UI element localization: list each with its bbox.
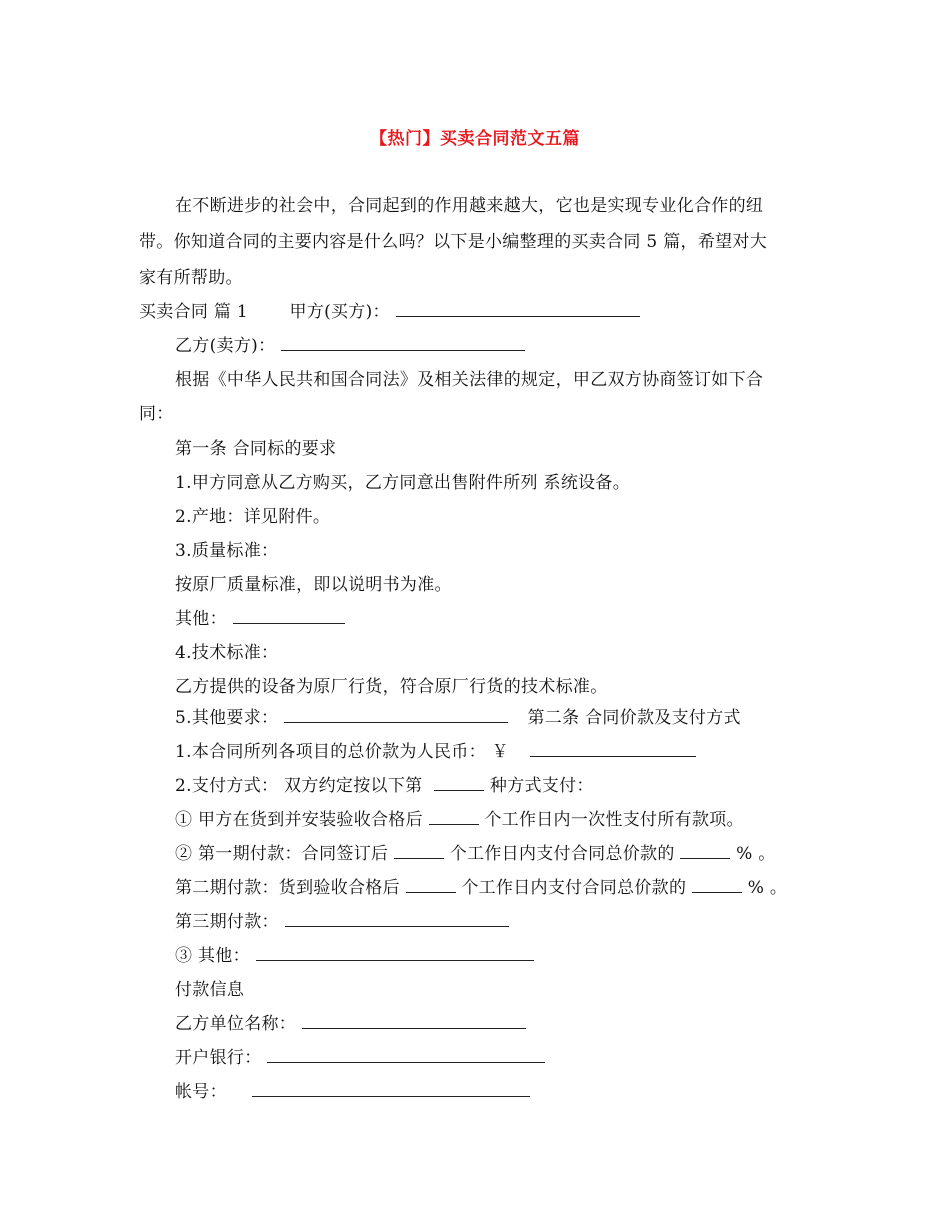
bank-blank[interactable]	[267, 1048, 545, 1063]
option-1-days-blank[interactable]	[429, 810, 479, 825]
option-2-text-a: ② 第一期付款：合同签订后	[175, 844, 389, 864]
option-2c-days-blank[interactable]	[406, 878, 456, 893]
account-line	[175, 1082, 530, 1102]
total-price-blank[interactable]	[530, 742, 696, 757]
payment-option-2-second	[175, 878, 787, 898]
payment-method-label: 2.支付方式： 双方约定按以下第	[175, 776, 423, 796]
option-2d-blank[interactable]	[285, 912, 509, 927]
option-1-text-b: 个工作日内一次性支付所有款项。	[484, 810, 744, 830]
quality-standard-detail: 按原厂质量标准，即以说明书为准。	[175, 575, 452, 595]
payment-info-heading: 付款信息	[175, 980, 245, 1000]
other-requirements-label: 5.其他要求：	[175, 708, 279, 728]
bank-line	[175, 1048, 545, 1068]
preamble-line-2: 同：	[139, 404, 174, 424]
option-1-text-a: ① 甲方在货到并安装验收合格后	[175, 810, 423, 830]
technical-standard-detail: 乙方提供的设备为原厂行货，符合原厂行货的技术标准。	[175, 677, 608, 697]
intro-line-1: 在不断进步的社会中，合同起到的作用越来越大，它也是实现专业化合作的纽	[175, 196, 764, 216]
option-2-percent-blank[interactable]	[680, 844, 730, 859]
contract-title: 买卖合同 篇 1	[139, 302, 249, 322]
payment-option-2-third	[175, 912, 509, 932]
payee-line	[175, 1014, 526, 1034]
document-title: 【热门】买卖合同范文五篇	[370, 129, 580, 149]
intro-line-3: 家有所帮助。	[139, 268, 243, 288]
party-b-line	[175, 336, 525, 356]
account-label: 帐号：	[175, 1082, 227, 1102]
option-2c-percent-blank[interactable]	[692, 878, 742, 893]
total-price-line	[175, 742, 696, 762]
payment-option-1	[175, 810, 744, 830]
payment-option-2-first	[175, 844, 776, 864]
option-3-blank[interactable]	[256, 946, 534, 961]
payment-method-suffix: 种方式支付：	[489, 776, 594, 796]
payment-option-blank[interactable]	[434, 776, 484, 791]
contract-heading	[139, 302, 640, 322]
article-1-item-2: 2.产地：详见附件。	[175, 507, 331, 527]
other-requirements-blank[interactable]	[284, 708, 508, 723]
payment-method-line	[175, 776, 594, 796]
payment-option-3	[175, 946, 534, 966]
quality-other-blank[interactable]	[233, 609, 345, 624]
account-blank[interactable]	[252, 1082, 530, 1097]
option-3-label: ③ 其他：	[175, 946, 250, 966]
article-1-item-4: 4.技术标准：	[175, 643, 279, 663]
party-a-blank[interactable]	[396, 302, 640, 317]
quality-other-label: 其他：	[175, 609, 227, 629]
option-2c-text-b: 个工作日内支付合同总价款的	[461, 878, 687, 898]
option-2-days-blank[interactable]	[394, 844, 444, 859]
bank-label: 开户银行：	[175, 1048, 262, 1068]
option-2-text-b: 个工作日内支付合同总价款的	[449, 844, 675, 864]
option-2d-label: 第三期付款：	[175, 912, 279, 932]
article-1-item-3: 3.质量标准：	[175, 541, 279, 561]
article-2-heading: 第二条 合同价款及支付方式	[527, 708, 741, 728]
party-b-blank[interactable]	[281, 336, 525, 351]
payee-label: 乙方单位名称：	[175, 1014, 297, 1034]
intro-line-2: 带。你知道合同的主要内容是什么吗？以下是小编整理的买卖合同 5 篇，希望对大	[139, 232, 768, 252]
preamble-line-1: 根据《中华人民共和国合同法》及相关法律的规定，甲乙双方协商签订如下合	[175, 370, 764, 390]
party-b-label: 乙方(卖方)：	[175, 336, 276, 356]
total-price-label: 1.本合同所列各项目的总价款为人民币： ￥	[175, 742, 509, 762]
party-a-label: 甲方(买方)：	[289, 302, 390, 322]
option-2c-text-a: 第二期付款：货到验收合格后	[175, 878, 400, 898]
quality-other-line	[175, 609, 345, 629]
other-requirements-line	[175, 708, 741, 728]
option-2c-percent-suffix: % 。	[747, 878, 788, 898]
payee-blank[interactable]	[302, 1014, 526, 1029]
article-1-heading: 第一条 合同标的要求	[175, 439, 337, 459]
article-1-item-1: 1.甲方同意从乙方购买，乙方同意出售附件所列 系统设备。	[175, 473, 631, 493]
option-2-percent-suffix: % 。	[736, 844, 776, 864]
